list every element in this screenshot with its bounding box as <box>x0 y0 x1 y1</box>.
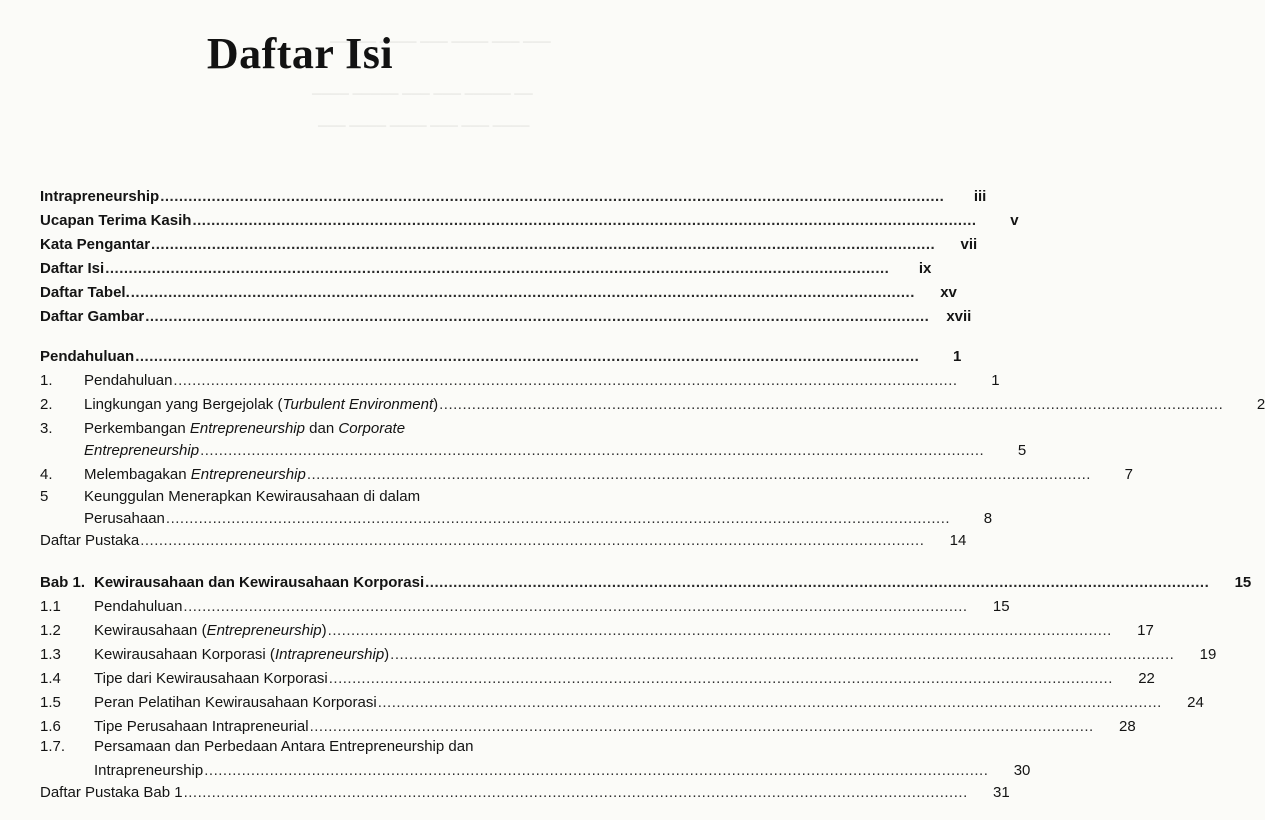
leader-dots: ........................................................................................................................................................................ <box>130 284 915 301</box>
show-through-text: ─── ──── ──── ─── ─── ──── <box>318 118 530 133</box>
leader-dots: ........................................................................................................................................................................ <box>105 260 890 277</box>
toc-page-number: 1 <box>991 372 1000 389</box>
toc-page-number: vii <box>960 236 978 253</box>
leader-dots: ........................................................................................................................................................................ <box>390 646 1175 663</box>
toc-number: 1.4 <box>40 670 61 687</box>
toc-entry[interactable] <box>40 640 1217 664</box>
toc-page-number: 15 <box>1234 574 1252 591</box>
toc-page-number: 7 <box>1124 466 1133 483</box>
toc-page-number: 14 <box>949 532 967 549</box>
toc-label: Keunggulan Menerapkan Kewirausahaan di dalam <box>84 488 421 505</box>
leader-dots: ........................................................................................................................................................................ <box>183 598 968 615</box>
toc-label: Persamaan dan Perbedaan Antara Entrepreneurship dan <box>94 738 474 755</box>
toc-number: 4. <box>40 466 53 483</box>
toc-label: Tipe dari Kewirausahaan Korporasi <box>94 670 328 687</box>
leader-dots: ........................................................................................................................................................................ <box>165 510 951 527</box>
toc-entry-front-matter[interactable] <box>40 278 957 302</box>
toc-label: Lingkungan yang Bergejolak (Turbulent Environment) <box>84 396 439 413</box>
toc-label: Kewirausahaan dan Kewirausahaan Korporasi <box>94 574 425 591</box>
toc-number: 1.6 <box>40 718 61 735</box>
toc-entry-line1[interactable] <box>40 482 500 506</box>
toc-label: Entrepreneurship <box>84 442 200 459</box>
leader-dots: ........................................................................................................................................................................ <box>135 348 920 365</box>
toc-page-number: 1 <box>952 348 962 365</box>
toc-number: 2. <box>40 396 53 413</box>
toc-label: Kewirausahaan Korporasi (Intrapreneurship) <box>94 646 390 663</box>
toc-entry[interactable] <box>40 616 1154 640</box>
toc-label: Peran Pelatihan Kewirausahaan Korporasi <box>94 694 377 711</box>
toc-page-number: 8 <box>983 510 993 527</box>
leader-dots: ........................................................................................................................................................................ <box>192 212 977 229</box>
toc-entry-bibliography[interactable] <box>40 778 1010 802</box>
toc-label: Tipe Perusahaan Intrapreneurial <box>94 718 309 735</box>
toc-number: 1. <box>40 372 53 389</box>
leader-dots: ........................................................................................................................................................................ <box>439 396 1224 413</box>
toc-page-number: 15 <box>992 598 1010 615</box>
toc-entry[interactable] <box>40 390 1265 414</box>
leader-dots: ........................................................................................................................................................................ <box>204 762 989 779</box>
toc-label: Daftar Tabel. <box>40 284 130 301</box>
leader-dots: ........................................................................................................................................................................ <box>145 308 930 325</box>
toc-page-number: 24 <box>1187 694 1204 711</box>
toc-page-number: 28 <box>1119 718 1136 735</box>
toc-label: Daftar Gambar <box>40 308 145 325</box>
toc-label: Intrapreneurship <box>40 188 160 205</box>
toc-entry[interactable] <box>40 664 1155 688</box>
toc-label: Kewirausahaan (Entrepreneurship) <box>94 622 327 639</box>
toc-entry-line2[interactable] <box>84 436 1027 460</box>
toc-label: Kata Pengantar <box>40 236 151 253</box>
leader-dots: ........................................................................................................................................................................ <box>377 694 1162 711</box>
toc-label: Intrapreneurship <box>94 762 204 779</box>
toc-entry[interactable] <box>40 366 1000 390</box>
toc-page-number: v <box>1010 212 1019 229</box>
toc-number: 5 <box>40 488 49 505</box>
show-through-text: ───── ──── ─── ──── ─── ─── <box>330 34 551 49</box>
leader-dots: ........................................................................................................................................................................ <box>309 718 1094 735</box>
toc-page-number: 30 <box>1013 762 1031 779</box>
toc-page-number: xvii <box>946 308 972 325</box>
toc-entry-front-matter[interactable] <box>40 302 972 326</box>
leader-dots: ........................................................................................................................................................................ <box>173 372 958 389</box>
leader-dots: ........................................................................................................................................................................ <box>160 188 945 205</box>
toc-entry-line1[interactable] <box>40 414 500 438</box>
page-title: Daftar Isi <box>206 29 394 78</box>
toc-label: Perusahaan <box>84 510 165 527</box>
toc-number: 1.2 <box>40 622 61 639</box>
toc-label: Daftar Isi <box>40 260 105 277</box>
toc-entry-front-matter[interactable] <box>40 182 987 206</box>
toc-label: Pendahuluan <box>84 372 173 389</box>
toc-entry-line2[interactable] <box>84 504 993 528</box>
toc-page-number: 22 <box>1138 670 1155 687</box>
toc-chapter-heading-bab-1[interactable] <box>40 568 1252 592</box>
toc-page-number: 17 <box>1137 622 1154 639</box>
leader-dots: ........................................................................................................................................................................ <box>327 622 1112 639</box>
toc-entry[interactable] <box>40 688 1204 712</box>
toc-entry-front-matter[interactable] <box>40 206 1019 230</box>
toc-entry[interactable] <box>40 592 1010 616</box>
toc-label: Daftar Pustaka Bab 1 <box>40 784 183 801</box>
toc-entry-front-matter[interactable] <box>40 230 978 254</box>
toc-entry-line2[interactable] <box>94 756 1031 780</box>
toc-page-number: 2 <box>1256 396 1265 413</box>
show-through-text: ──── ───── ─── ─── ───── ── <box>312 86 533 101</box>
toc-entry-line1[interactable] <box>40 732 540 756</box>
leader-dots: ........................................................................................................................................................................ <box>306 466 1091 483</box>
toc-section-heading-pendahuluan[interactable] <box>40 342 962 366</box>
toc-number: 1.1 <box>40 598 61 615</box>
toc-label: Pendahuluan <box>94 598 183 615</box>
toc-label: Daftar Pustaka <box>40 532 140 549</box>
toc-label: Melembagakan Entrepreneurship <box>84 466 306 483</box>
toc-entry-front-matter[interactable] <box>40 254 932 278</box>
leader-dots: ........................................................................................................................................................................ <box>328 670 1113 687</box>
toc-label: Ucapan Terima Kasih <box>40 212 192 229</box>
leader-dots: ........................................................................................................................................................................ <box>140 532 925 549</box>
toc-label: Pendahuluan <box>40 348 135 365</box>
toc-page-number: 5 <box>1017 442 1027 459</box>
toc-page-number: xv <box>940 284 957 301</box>
toc-page-number: iii <box>973 188 987 205</box>
toc-entry[interactable] <box>40 460 1133 484</box>
toc-chapter-number: Bab 1. <box>40 574 86 591</box>
toc-page-number: 31 <box>993 784 1010 801</box>
leader-dots: ........................................................................................................................................................................ <box>200 442 985 459</box>
toc-number: 1.3 <box>40 646 61 663</box>
toc-number: 1.5 <box>40 694 61 711</box>
leader-dots: ........................................................................................................................................................................ <box>183 784 968 801</box>
toc-number: 1.7. <box>40 738 66 755</box>
toc-entry-bibliography[interactable] <box>40 526 967 550</box>
toc-number: 3. <box>40 420 53 437</box>
leader-dots: ........................................................................................................................................................................ <box>425 574 1210 591</box>
toc-label: Perkembangan Entrepreneurship dan Corporate <box>84 420 406 437</box>
leader-dots: ........................................................................................................................................................................ <box>151 236 936 253</box>
toc-page-number: ix <box>918 260 932 277</box>
toc-page-number: 19 <box>1199 646 1217 663</box>
